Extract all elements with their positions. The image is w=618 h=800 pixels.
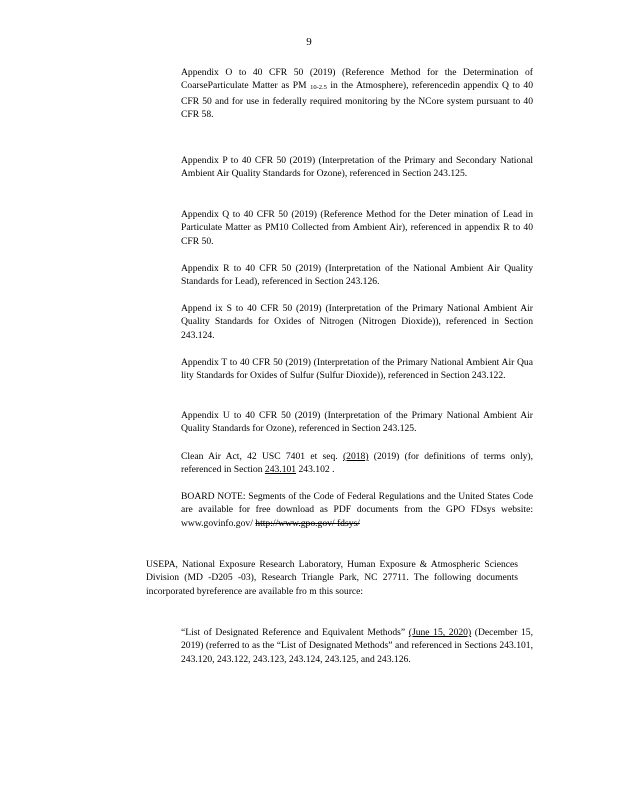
clean-air-act-text-c: 243.102 . [296, 464, 335, 476]
appendix-t-paragraph: Appendix T to 40 CFR 50 (2019) (Interpretation of the Primary National Ambient Air Qua lity Standards for Oxides of Sulfur (Sulfur Dioxide)), referenced in Section 243.122. [181, 357, 533, 382]
board-note-paragraph [181, 490, 533, 530]
appendix-u-paragraph: Appendix U to 40 CFR 50 (2019) (Interpretation of the Primary National Ambient Air Quality Standards for Ozone), referenced in Section 243.125. [181, 410, 533, 435]
designated-methods-text-b: (December 15, 2019) (referred to as the “List of Designated Methods” and referenced in Sections 243.101, 243.120, 243.122, 243.123, 243.124, 243.125, and 243.126. [181, 627, 534, 665]
designated-methods-inserted-date: (June 15, 2020) [408, 627, 472, 638]
appendix-o-subscript: 10-2.5 [310, 84, 327, 92]
appendix-o-text-b: in the Atmosphere), referencedin appendix Q to 40 CFR 50 and for use in federally required monitoring by the NCore system pursuant to 40 CFR 58. [181, 80, 533, 121]
board-note-deleted-url: http://www.gpo.gov/ fdsys/ [255, 517, 360, 529]
appendix-q-paragraph: Appendix Q to 40 CFR 50 (2019) (Reference Method for the Deter mination of Lead in Particulate Matter as PM10 Collected from Ambient Air), referenced in appendix R to 40 CFR 50. [181, 209, 533, 247]
appendix-s-paragraph: Append ix S to 40 CFR 50 (2019) (Interpretation of the Primary National Ambient Air Quality Standards for Oxides of Nitrogen (Nitrogen Dioxide)), referenced in Section 243.124. [181, 303, 533, 341]
designated-methods-text-a: “List of Designated Reference and Equivalent Methods” [181, 627, 409, 638]
clean-air-act-inserted-year: (2018) [342, 451, 369, 462]
clean-air-act-text-a: Clean Air Act, 42 USC 7401 et seq. [181, 451, 343, 462]
appendix-o-paragraph [181, 66, 533, 122]
usepa-paragraph: USEPA, National Exposure Research Laboratory, Human Exposure & Atmospheric Sciences Division (MD -D205 -03), Research Triangle Park, NC 27711. The following documents incorporated byreference are available fro m this source: [146, 559, 518, 597]
appendix-o-text-a: Appendix O to 40 CFR 50 (2019) (Reference Method for the Determination of CoarseParticulate Matter as PM [181, 67, 533, 92]
clean-air-act-text-b: (2019) (for definitions of terms only), referenced in Section [181, 451, 534, 476]
appendix-p-paragraph: Appendix P to 40 CFR 50 (2019) (Interpretation of the Primary and Secondary National Ambient Air Quality Standards for Ozone), referenced in Section 243.125. [181, 155, 533, 180]
designated-methods-paragraph [181, 626, 533, 666]
page-number: 9 [306, 36, 312, 48]
clean-air-act-paragraph [181, 450, 533, 477]
clean-air-act-inserted-section: 243.101 [264, 464, 297, 476]
board-note-text: BOARD NOTE: Segments of the Code of Federal Regulations and the United States Code are available for free download as PDF documents from the GPO FDsys website: www.govinfo.gov/ [181, 491, 533, 529]
appendix-r-paragraph: Appendix R to 40 CFR 50 (2019) (Interpretation of the National Ambient Air Quality Standards for Lead), referenced in Section 243.126. [181, 263, 533, 288]
